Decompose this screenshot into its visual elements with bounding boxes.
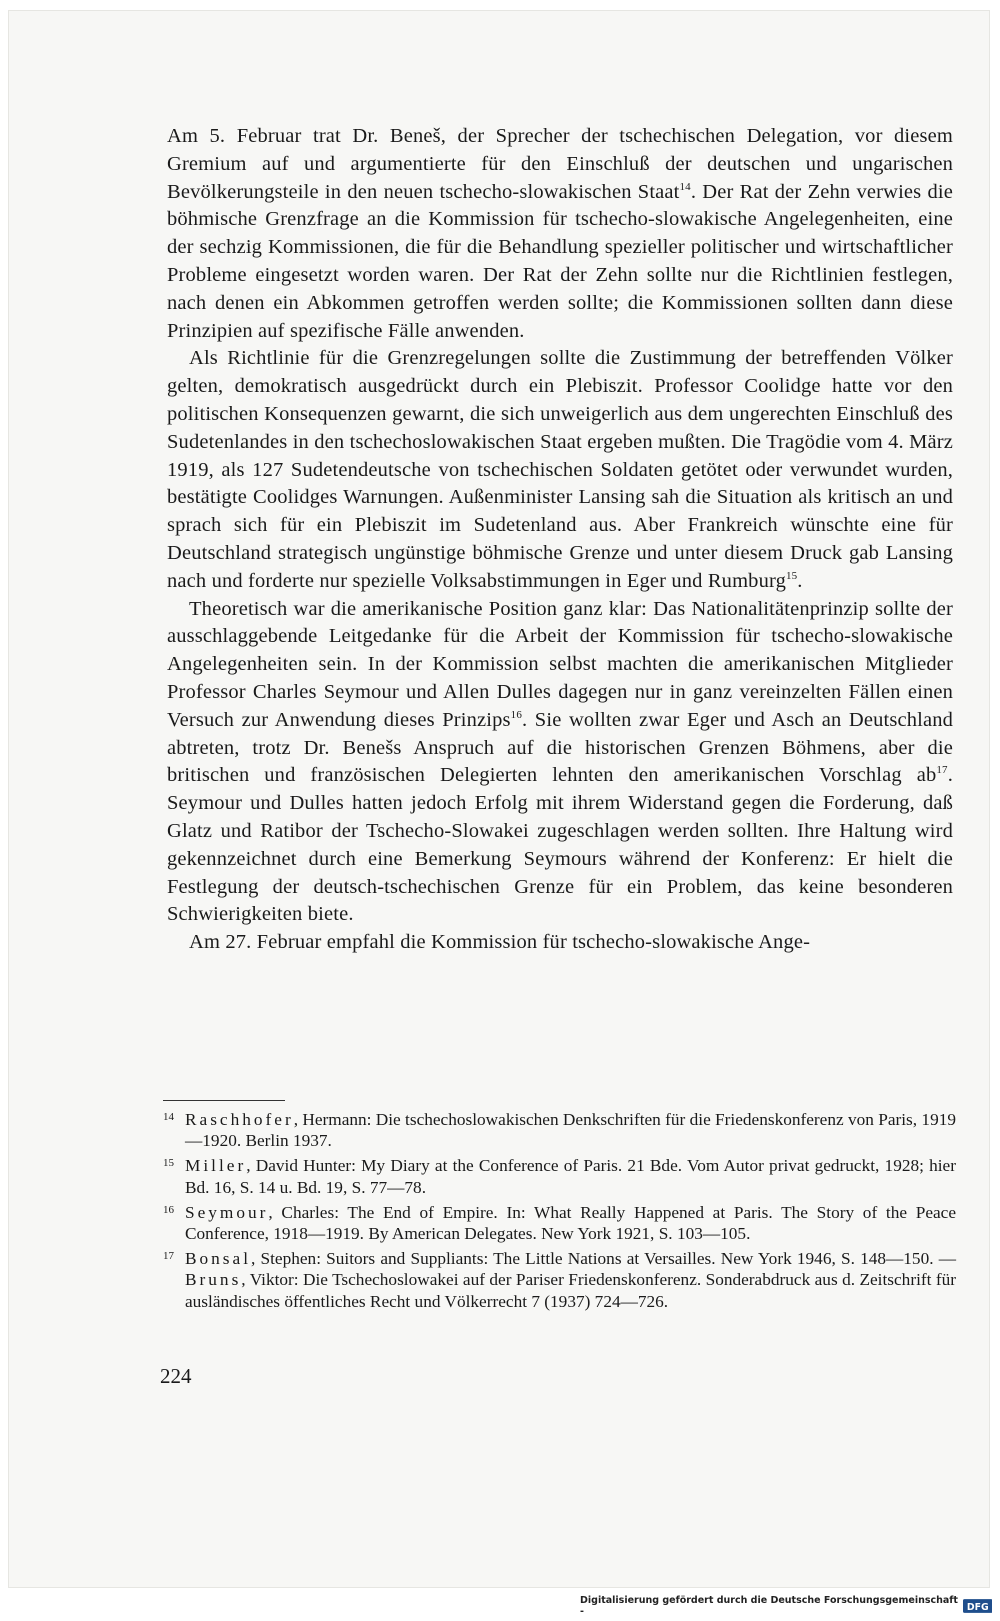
footnote-author: Seymour (185, 1202, 269, 1222)
dfg-logo-text: DFG (966, 1601, 989, 1613)
page-number: 224 (160, 1364, 192, 1388)
footnote-rule (163, 1100, 285, 1101)
footnote-author: Bonsal (185, 1249, 252, 1269)
footnote-text: , Stephen: Suitors and Suppliants: The Little Nations at Versailles. New York 1946, S. 148—150. — (251, 1249, 956, 1269)
paragraph-text: Theoretisch war die amerikanische Position ganz klar: Das Nationalitätenprinzip sollte der ausschlaggebende Leitgedanke für die Arbeit der Kommission für tschecho-slowakische Angelegenheiten sein. In der Kommission selbst machten die amerikanischen Mitglieder Professor Charles Seymour und Allen Dulles dagegen nur in ganz vereinzelten Fällen einen Versuch zur Anwendung dieses Prinzips (167, 597, 953, 731)
footnote-ref: 16 (510, 708, 522, 721)
paragraph-text: Am 27. Februar empfahl die Kommission für tschecho-slowakische Ange- (189, 931, 811, 954)
footnote (163, 1202, 956, 1244)
footnote-ref: 15 (785, 569, 798, 582)
footnote-text: , David Hunter: My Diary at the Conference of Paris. 21 Bde. Vom Autor privat gedruckt, 1928; hier Bd. 16, S. 14 u. Bd. 19, S. 77—78. (185, 1156, 956, 1197)
paragraph (167, 345, 953, 595)
footnote-number: 17 (163, 1250, 174, 1263)
paragraph-text: Am 5. Februar trat Dr. Beneš, der Sprecher der tschechischen Delegation, vor diesem Gremium auf und argumentierte für den Einschluß der deutschen und ungarischen Bevölkerungsteile in den neuen tschecho-slowakischen Staat (167, 125, 953, 203)
paragraph-text: . (797, 569, 803, 592)
paragraph-text: Als Richtlinie für die Grenzregelungen sollte die Zustimmung der betreffenden Völker gelten, demokratisch ausgedrückt durch ein Plebiszit. Professor Coolidge hatte vor den politischen Konsequenzen gewarnt, die sich unweigerlich aus dem ungerechten Einschluß des Sudetenlandes in den tschechoslowakischen Staat ergeben mußten. Die Tragödie vom 4. März 1919, als 127 Sudetendeutsche von tschechischen Soldaten getötet oder verwundet wurden, bestätigte Coolidges Warnungen. Außenminister Lansing sah die Situation als kritisch an und sprach sich für ein Plebiszit im Sudetenland aus. Aber Frankreich wünschte eine für Deutschland strategisch ungünstige böhmische Grenze und unter diesem Druck gab Lansing nach und forderte nur spezielle Volksabstimmungen in Eger und Rumburg (167, 347, 953, 592)
footnote (163, 1155, 956, 1197)
footnote-number: 14 (163, 1111, 174, 1123)
paragraph (167, 123, 953, 345)
paragraph (167, 596, 953, 930)
footnotes (163, 1109, 956, 1316)
body-text (167, 123, 953, 957)
footnote (163, 1248, 956, 1312)
footnote-author: Raschhofer (185, 1110, 294, 1129)
dfg-logo-icon (963, 1599, 992, 1613)
footnote-ref: 14 (679, 180, 691, 193)
footnote-number: 16 (163, 1203, 174, 1216)
footnote-text: , Viktor: Die Tschechoslowakei auf der Pariser Friedenskonferenz. Sonderabdruck aus d. Zeitschrift für ausländisches öffentliches Recht und Völkerrecht 7 (1937) 724—726. (185, 1270, 956, 1311)
footnote-text: , Hermann: Die tschechoslowakischen Denkschriften für die Friedenskonferenz von Paris, 1919—1920. Berlin 1937. (185, 1110, 956, 1151)
paragraph-text: . Der Rat der Zehn verwies die böhmische Grenzfrage an die Kommission für tschecho-slowakische Angelegenheiten, eine der sechzig Kommissionen, die für die Behandlung spezieller politischer und wirtschaftlicher Probleme eingesetzt worden waren. Der Rat der Zehn sollte nur die Richtlinien festlegen, nach denen ein Abkommen getroffen werden sollte; die Kommissionen sollten dann diese Prinzipien auf spezifische Fälle anwenden. (167, 180, 953, 342)
footnote-author: Bruns (185, 1270, 242, 1290)
footnote-text: , Charles: The End of Empire. In: What Really Happened at Paris. The Story of the Peace Conference, 1918—1919. By American Delegates. New York 1921, S. 103—105. (185, 1202, 956, 1244)
paragraph-text: . Sie wollten zwar Eger und Asch an Deutschland abtreten, trotz Dr. Benešs Anspruch auf die historischen Grenzen Böhmens, aber die britischen und französischen Delegierten lehnten den amerikanischen Vorschlag ab (167, 708, 953, 787)
digitization-footer (580, 1596, 992, 1616)
footnote (163, 1109, 956, 1151)
paragraph-text: . Seymour und Dulles hatten jedoch Erfolg mit ihrem Widerstand gegen die Forderung, daß Glatz und Ratibor der Tschecho-Slowakei zugeschlagen werden sollten. Ihre Haltung wird gekennzeichnet durch eine Bemerkung Seymours während der Konferenz: Er hielt die Festlegung der deutsch-tschechischen Grenze für ein Problem, das keine besonderen Schwierigkeiten biete. (167, 764, 953, 926)
footnote-ref: 17 (936, 764, 948, 777)
footnote-author: Miller (185, 1156, 247, 1176)
paragraph (167, 929, 953, 957)
footer-text: Digitalisierung gefördert durch die Deutsche Forschungsgemeinschaft - (580, 1595, 958, 1617)
footnote-number: 15 (163, 1157, 174, 1170)
